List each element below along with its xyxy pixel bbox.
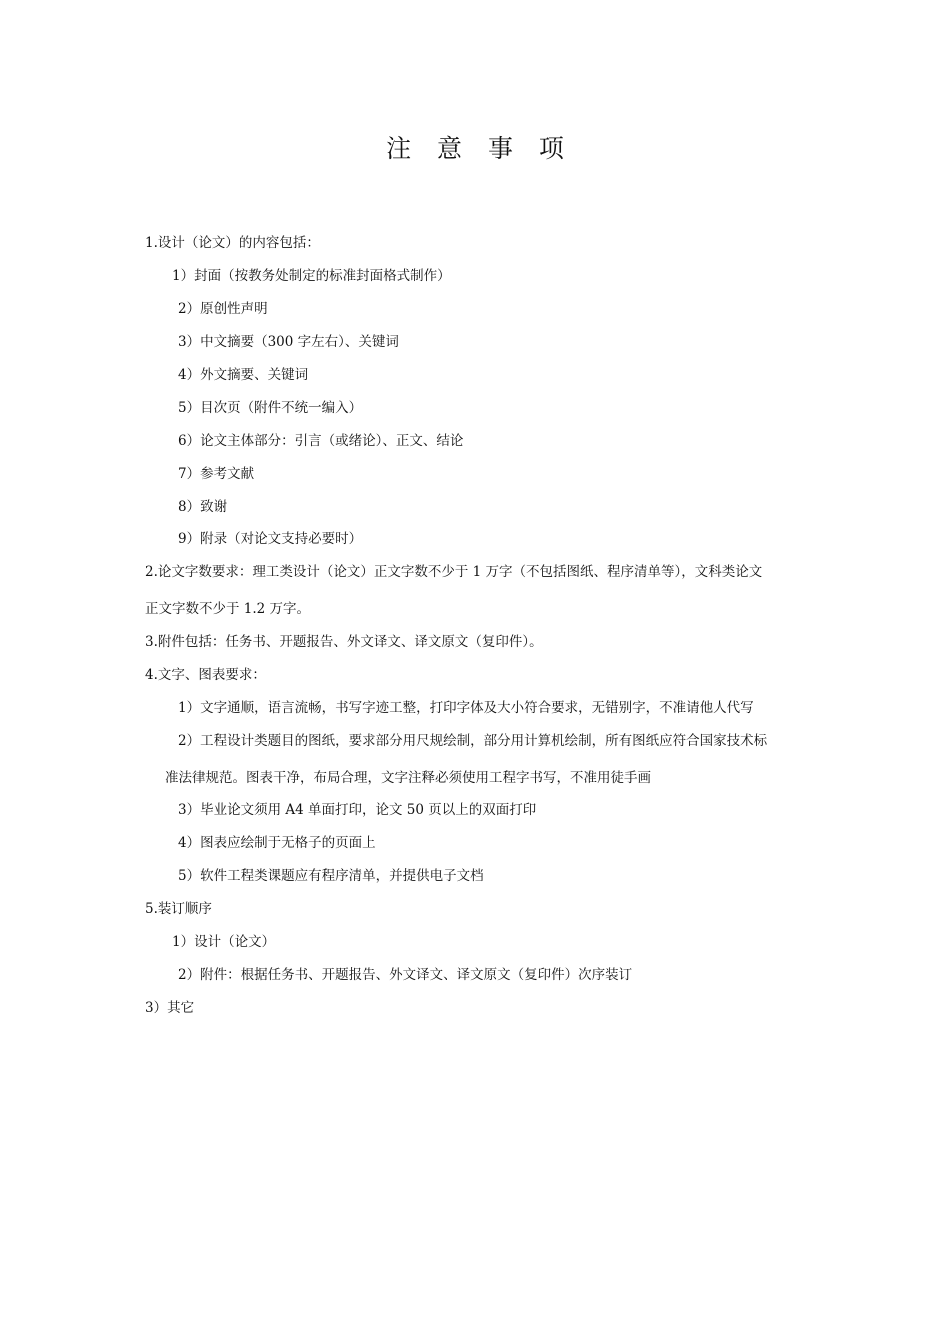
list-item-chart-pages: 4）图表应绘制于无格子的页面上 <box>178 835 376 851</box>
list-item-foreign-abstract: 4）外文摘要、关键词 <box>178 367 309 383</box>
list-item-cn-abstract: 3）中文摘要（300 字左右）、关键词 <box>178 334 399 350</box>
list-item-cover: 1）封面（按教务处制定的标准封面格式制作） <box>172 268 451 284</box>
list-item-originality: 2）原创性声明 <box>178 301 268 317</box>
list-item-writing: 1）文字通顺，语言流畅，书写字迹工整，打印字体及大小符合要求，无错别字，不准请他人代写 <box>178 700 754 716</box>
list-item-binding-thesis: 1）设计（论文） <box>172 934 276 950</box>
section-4-heading: 4.文字、图表要求： <box>145 667 266 683</box>
section-1-heading: 1.设计（论文）的内容包括： <box>145 235 320 251</box>
section-2-line-2: 正文字数不少于 1.2 万字。 <box>145 601 311 617</box>
section-5-heading: 5.装订顺序 <box>145 901 212 917</box>
section-3: 3.附件包括：任务书、开题报告、外文译文、译文原文（复印件）。 <box>145 634 543 650</box>
list-item-drawings-line-2: 准法律规范。图表干净，布局合理，文字注释必须使用工程字书写，不准用徒手画 <box>165 770 651 786</box>
list-item-toc: 5）目次页（附件不统一编入） <box>178 400 363 416</box>
section-2-line-1: 2.论文字数要求：理工类设计（论文）正文字数不少于 1 万字（不包括图纸、程序清单等），文科类论文 <box>145 564 763 580</box>
list-item-binding-attachments: 2）附件：根据任务书、开题报告、外文译文、译文原文（复印件）次序装订 <box>178 967 633 983</box>
list-item-main-body: 6）论文主体部分：引言（或绪论）、正文、结论 <box>178 433 464 449</box>
page-title: 注 意 事 项 <box>386 134 573 163</box>
list-item-software: 5）软件工程类课题应有程序清单，并提供电子文档 <box>178 868 484 884</box>
list-item-references: 7）参考文献 <box>178 466 255 482</box>
list-item-binding-other: 3）其它 <box>145 1000 195 1016</box>
list-item-acknowledgement: 8）致谢 <box>178 499 228 515</box>
list-item-drawings-line-1: 2）工程设计类题目的图纸，要求部分用尺规绘制，部分用计算机绘制，所有图纸应符合国家技术标 <box>178 733 768 749</box>
list-item-appendix: 9）附录（对论文支持必要时） <box>178 531 363 547</box>
list-item-printing: 3）毕业论文须用 A4 单面打印，论文 50 页以上的双面打印 <box>178 802 537 818</box>
